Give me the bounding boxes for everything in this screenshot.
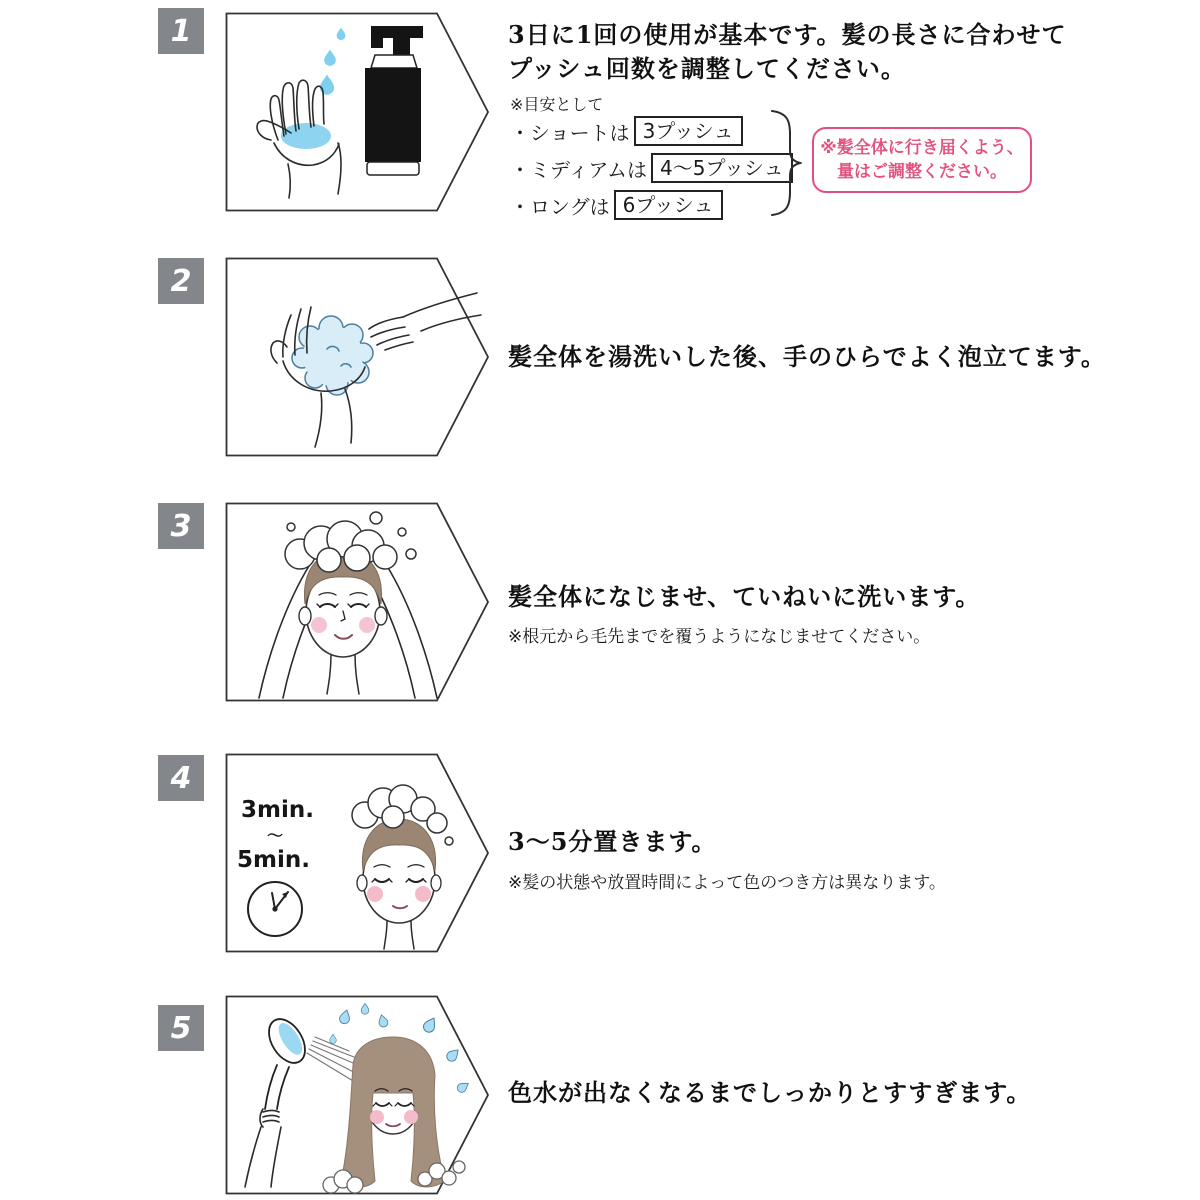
left-blush — [311, 617, 327, 633]
guide-short-value: 3プッシュ — [634, 116, 743, 146]
step-4-heading: 3〜5分置きます。 — [508, 827, 717, 856]
clock-icon — [248, 882, 302, 936]
amount-callout — [812, 127, 1032, 193]
step-5-illustration — [225, 995, 490, 1195]
left-ear — [357, 875, 367, 891]
timer-min-top: 3min. — [241, 797, 314, 823]
step-1-note-lead: ※目安として — [510, 95, 604, 114]
amount-callout-line1: ※髪全体に行き届くよう、 — [820, 138, 1024, 158]
right-blush — [404, 1110, 418, 1124]
left-blush — [367, 886, 383, 902]
step-2-number-badge: 2 — [158, 258, 204, 304]
curly-brace — [768, 108, 802, 218]
step-3-number-badge: 3 — [158, 503, 204, 549]
step-2-illustration — [225, 257, 490, 457]
step-1-illustration — [225, 12, 490, 212]
hexagon-frame — [227, 14, 489, 211]
right-ear — [375, 607, 387, 625]
liquid-in-palm — [281, 123, 331, 149]
timer-min-bottom: 5min. — [237, 847, 310, 873]
step-1-number-badge: 1 — [158, 8, 204, 54]
step-1-heading — [508, 18, 1066, 86]
left-ear — [299, 607, 311, 625]
amount-callout-line2: 量はご調整ください。 — [837, 162, 1007, 182]
step-2-heading: 髪全体を湯洗いした後、手のひらでよく泡立てます。 — [508, 342, 1106, 371]
step-5-number-badge: 5 — [158, 1005, 204, 1051]
step-1-heading-line1: 3日に1回の使用が基本です。髪の長さに合わせて — [508, 20, 1067, 49]
step-1-push-guides — [510, 116, 793, 227]
step-3-heading: 髪全体になじませ、ていねいに洗います。 — [508, 582, 981, 611]
guide-short — [510, 116, 793, 146]
right-blush — [415, 886, 431, 902]
left-blush — [370, 1110, 384, 1124]
guide-short-label: ・ショートは — [510, 120, 630, 145]
guide-medium — [510, 153, 793, 183]
guide-medium-value: 4〜5プッシュ — [651, 153, 793, 183]
guide-long-label: ・ロングは — [510, 194, 610, 219]
guide-long-value: 6プッシュ — [614, 190, 723, 220]
step-5-heading: 色水が出なくなるまでしっかりとすすぎます。 — [508, 1078, 1032, 1107]
right-blush — [359, 617, 375, 633]
right-ear — [431, 875, 441, 891]
step-1-heading-line2: プッシュ回数を調整してください。 — [508, 54, 906, 83]
timer-tilde: 〜 — [267, 826, 284, 845]
guide-long — [510, 190, 793, 220]
step-4-number-badge: 4 — [158, 755, 204, 801]
guide-medium-label: ・ミディアムは — [510, 157, 647, 182]
step-4-note: ※髪の状態や放置時間によって色のつき方は異なります。 — [508, 873, 946, 893]
step-3-note: ※根元から毛先までを覆うようになじませてください。 — [508, 627, 931, 647]
step-3-illustration — [225, 502, 490, 702]
step-4-illustration — [225, 753, 490, 953]
